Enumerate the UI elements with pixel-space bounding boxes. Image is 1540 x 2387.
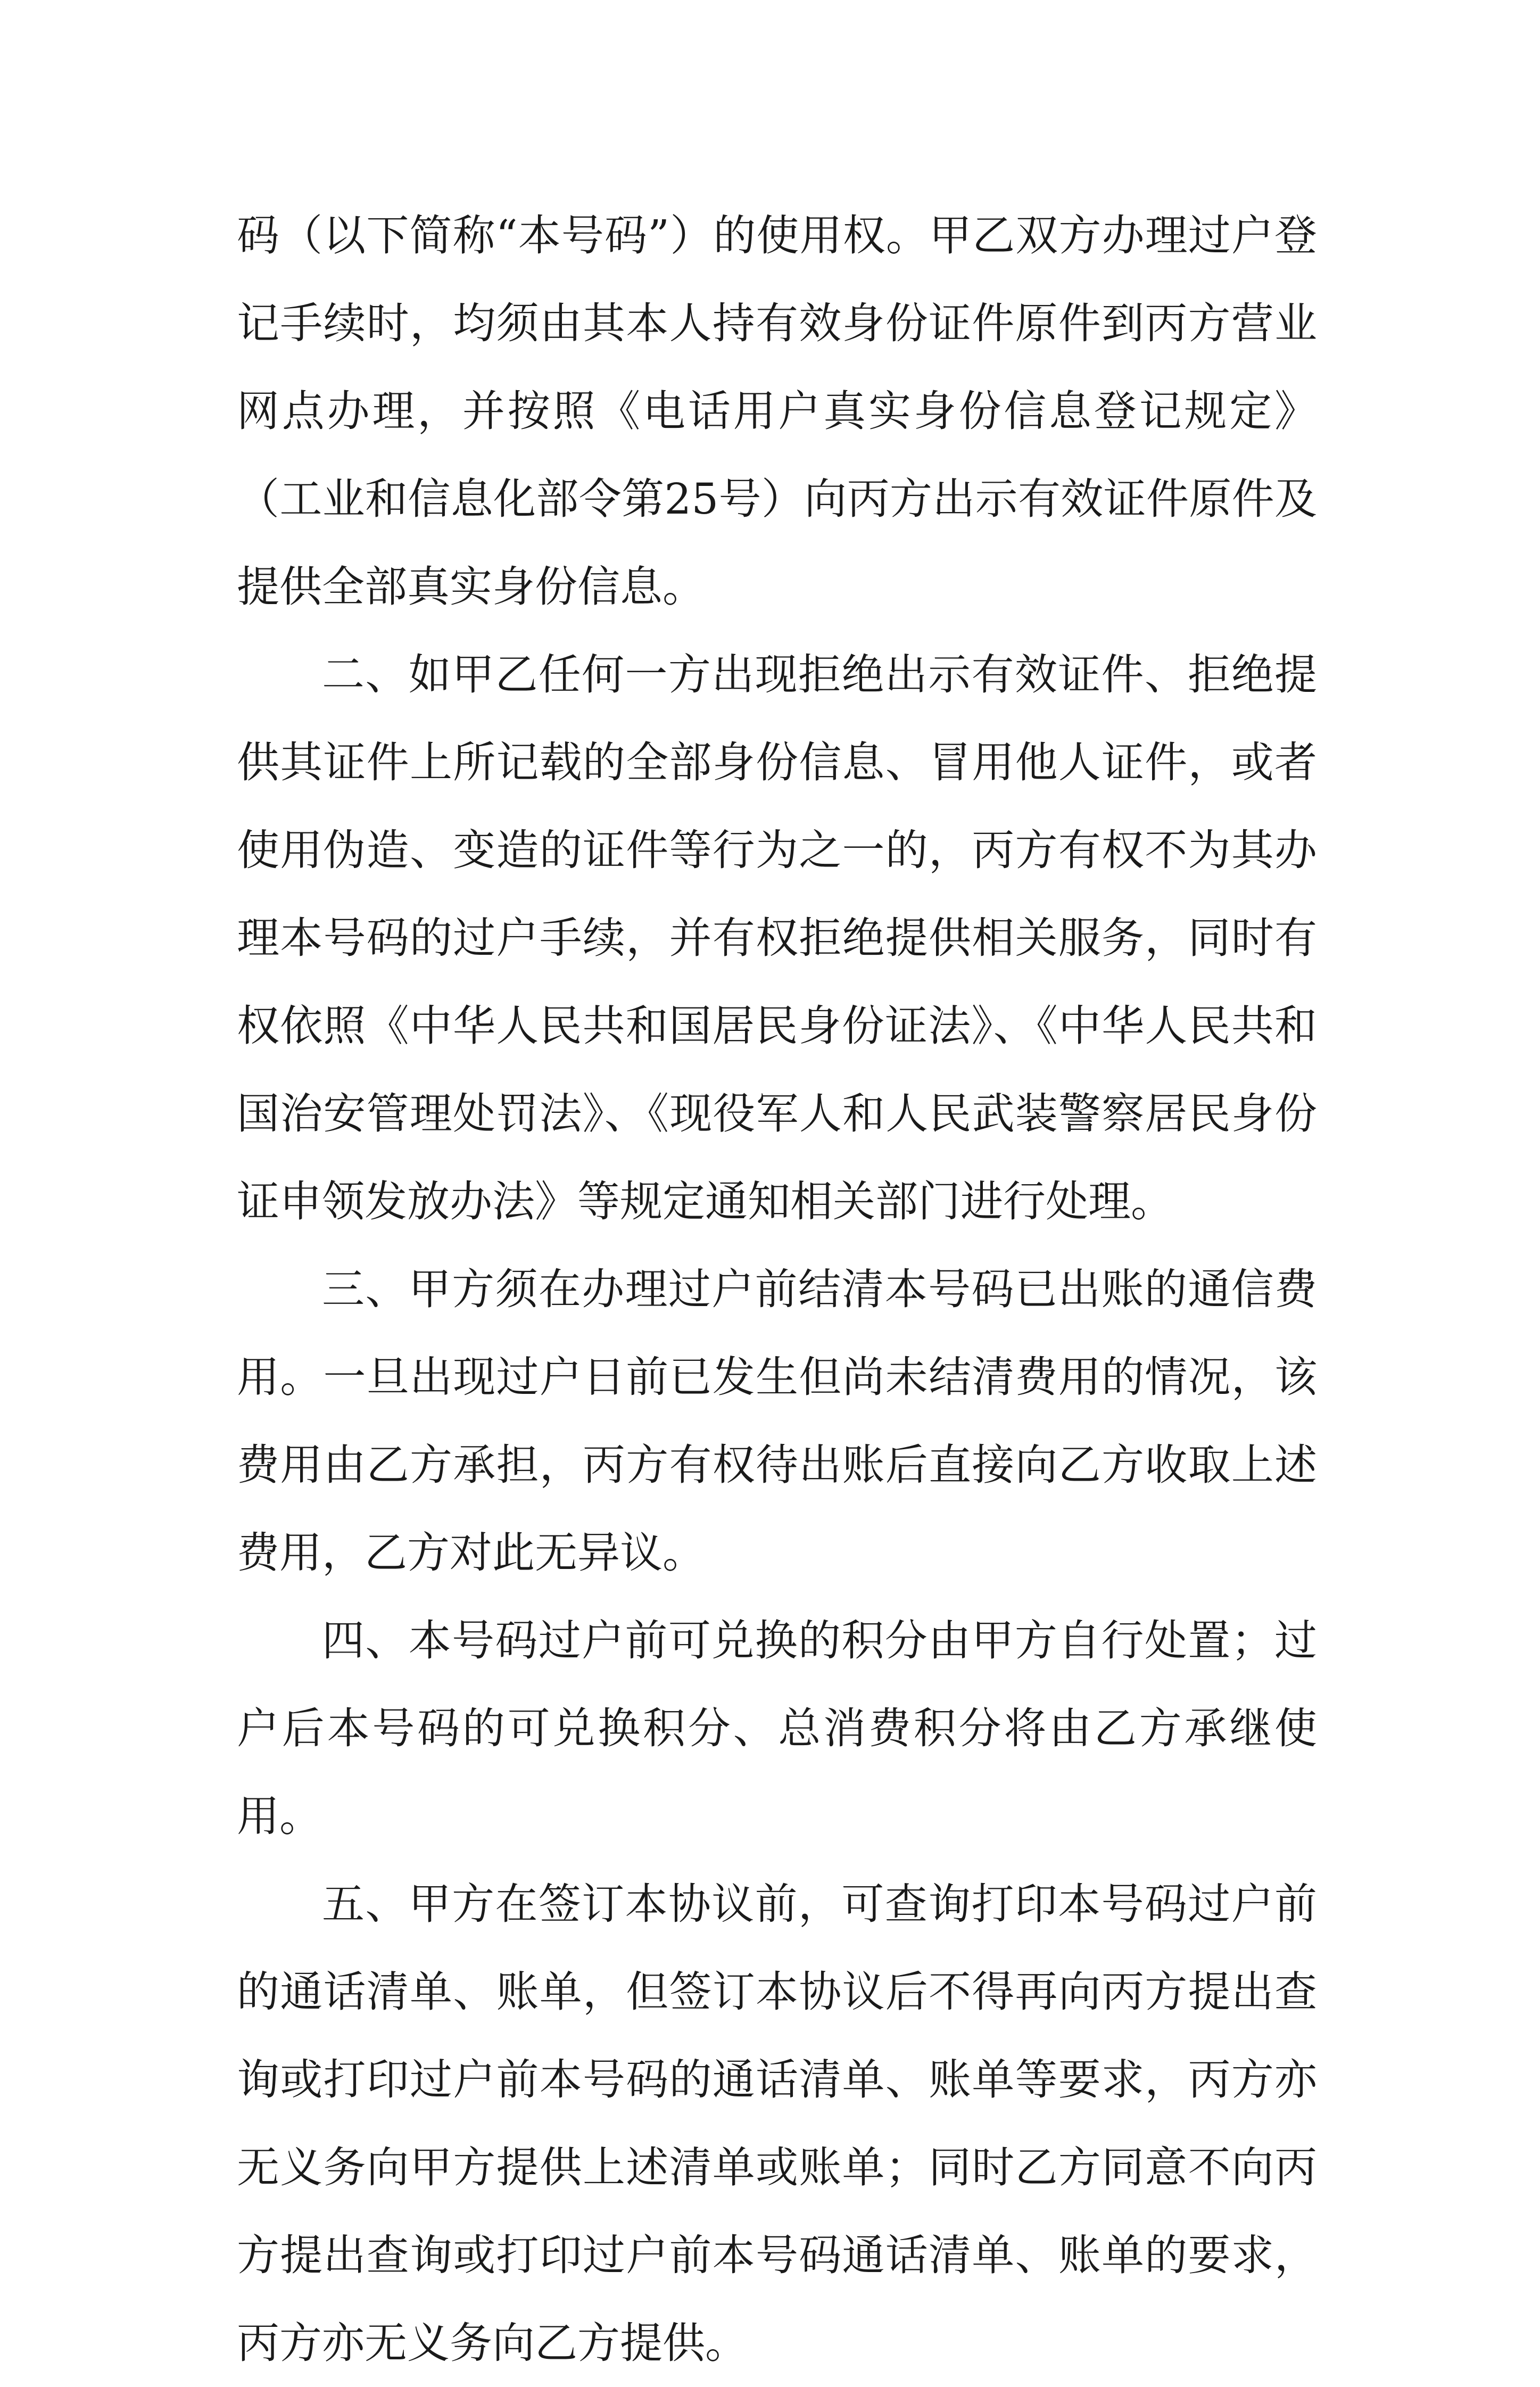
- document-page: [237, 192, 1317, 2387]
- paragraph-clause-3: 三、甲方须在办理过户前结清本号码已出账的通信费用。一旦出现过户日前已发生但尚未结清费用的情况，该费用由乙方承担，丙方有权待出账后直接向乙方收取上述费用，乙方对此无异议。: [237, 1265, 1317, 1577]
- paragraph-clause-4: 四、本号码过户前可兑换的积分由甲方自行处置；过户后本号码的可兑换积分、总消费积分将由乙方承继使用。: [237, 1616, 1317, 1841]
- paragraph-clause-2: 二、如甲乙任何一方出现拒绝出示有效证件、拒绝提供其证件上所记载的全部身份信息、冒用他人证件，或者使用伪造、变造的证件等行为之一的，丙方有权不为其办理本号码的过户手续，并有权拒绝提供相关服务，同时有权依照《中华人民共和国居民身份证法》、《中华人民共和国治安管理处罚法》、《现役军人和人民武装警察居民身份证申领发放办法》等规定通知相关部门进行处理。: [237, 650, 1317, 1226]
- paragraph-clause-5: 五、甲方在签订本协议前，可查询打印本号码过户前的通话清单、账单，但签订本协议后不得再向丙方提出查询或打印过户前本号码的通话清单、账单等要求，丙方亦无义务向甲方提供上述清单或账单；同时乙方同意不向丙方提出查询或打印过户前本号码通话清单、账单的要求，丙方亦无义务向乙方提供。: [237, 1879, 1317, 2368]
- paragraph-continuation: 码（以下简称“本号码”）的使用权。甲乙双方办理过户登记手续时，均须由其本人持有效身份证件原件到丙方营业网点办理，并按照《电话用户真实身份信息登记规定》（工业和信息化部令第25号）向丙方出示有效证件原件及提供全部真实身份信息。: [237, 211, 1317, 612]
